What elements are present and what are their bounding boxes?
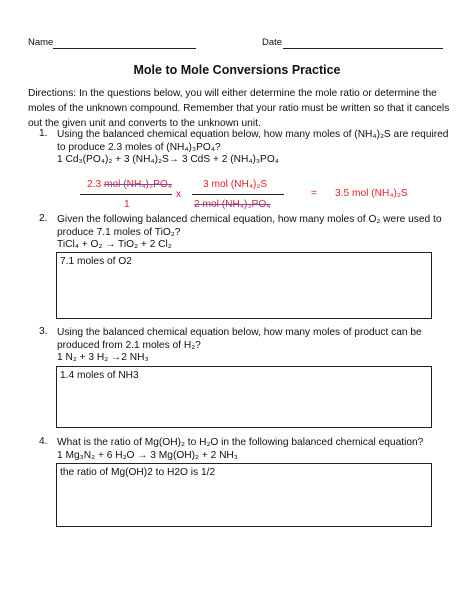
directions-text: Directions: In the questions below, you will either determine the mole ratio or determine the moles of the unknown compound. Remember that your ratio must be written so that it cancels out the given unit and converts to the unknown unit. <box>28 88 450 129</box>
question-2-answer: 7.1 moles of O2 <box>60 256 132 267</box>
q1-numerator-1 <box>87 179 172 190</box>
question-2-number: 2. <box>39 213 48 224</box>
question-1-number: 1. <box>39 128 48 139</box>
question-3-text: Using the balanced chemical equation below, how many moles of product can be produced from 2.1 moles of H₂? <box>57 327 422 351</box>
page-title: Mole to Mole Conversions Practice <box>133 63 341 77</box>
name-field[interactable] <box>53 48 196 49</box>
question-2-equation: TiCl₄ + O₂ → TiO₂ + 2 Cl₂ <box>57 239 172 250</box>
question-4-equation: 1 Mg₃N₂ + 6 H₂O → 3 Mg(OH)₂ + 2 NH₃ <box>57 450 238 461</box>
date-label: Date <box>262 37 283 48</box>
question-3-answer: 1.4 moles of NH3 <box>60 370 139 381</box>
question-1-text: Using the balanced chemical equation below, how many moles of (NH₄)₂S are required to produce 2.3 moles of (NH₄)₃PO₄? <box>57 129 449 153</box>
q1-denominator-2: 2 mol (NH₄)₃PO₄ <box>194 199 271 210</box>
question-4-answer: the ratio of Mg(OH)2 to H2O is 1/2 <box>60 467 216 478</box>
question-3-number: 3. <box>39 326 48 337</box>
q1-answer: 3.5 mol (NH₄)₂S <box>335 188 408 199</box>
q1-fraction-line-1 <box>80 194 172 195</box>
name-label: Name <box>28 37 54 48</box>
q1-given-unit: mol (NH₄)₃PO₄ <box>104 179 172 190</box>
q1-given-value: 2.3 <box>87 179 102 190</box>
question-4-answer-box[interactable] <box>56 463 432 527</box>
q1-numerator-2: 3 mol (NH₄)₂S <box>203 179 268 190</box>
question-1-equation: 1 Cd₃(PO₄)₂ + 3 (NH₄)₂S→ 3 CdS + 2 (NH₄)₃PO₄ <box>57 154 279 165</box>
question-4-text: What is the ratio of Mg(OH)₂ to H₂O in the following balanced chemical equation? <box>57 437 424 448</box>
q1-times-sign: x <box>176 189 182 200</box>
q1-fraction-line-2 <box>192 194 284 195</box>
question-2-text: Given the following balanced chemical equation, how many moles of O₂ were used to produce 7.1 moles of TiO₂? <box>57 214 442 238</box>
question-3-answer-box[interactable] <box>56 366 432 428</box>
q1-denominator-1: 1 <box>124 199 130 210</box>
date-field[interactable] <box>283 48 443 49</box>
q1-equals-sign: = <box>311 188 317 199</box>
question-3-equation: 1 N₂ + 3 H₂ →2 NH₃ <box>57 352 149 363</box>
question-2-answer-box[interactable] <box>56 252 432 319</box>
question-4-number: 4. <box>39 436 48 447</box>
